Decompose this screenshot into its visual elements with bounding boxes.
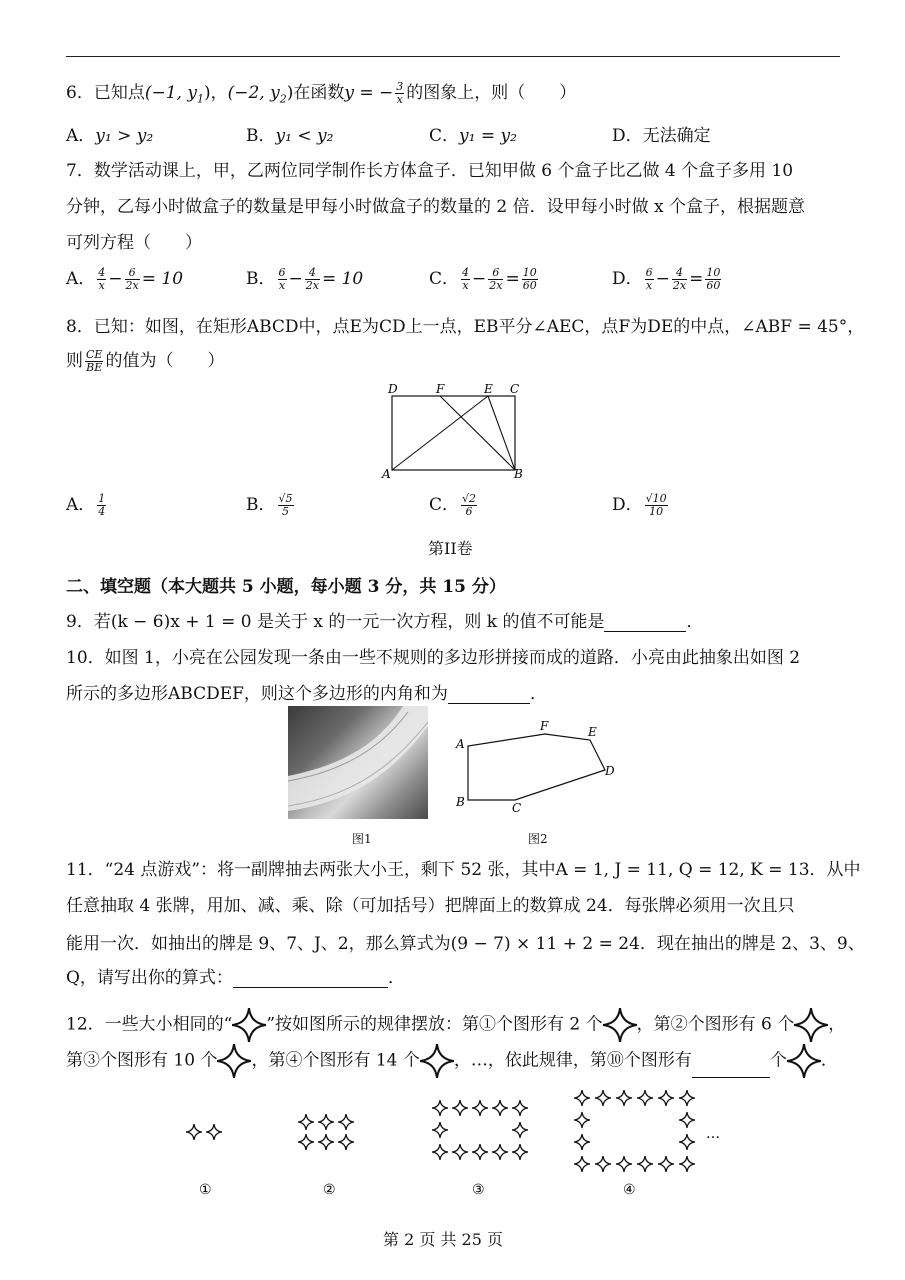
label-c: C bbox=[510, 382, 520, 396]
poly-label-c: C bbox=[512, 801, 522, 815]
q8-option-d: D． $\frac{√10}{10}$ bbox=[612, 492, 667, 518]
poly-label-f: F bbox=[540, 719, 549, 733]
label-e: E bbox=[484, 382, 493, 396]
pattern-label-4: ④ bbox=[623, 1182, 636, 1198]
four-point-star-icon bbox=[787, 1044, 821, 1078]
label-a: A bbox=[382, 467, 391, 481]
four-point-star-icon bbox=[603, 1008, 637, 1042]
q8-option-a: A． $\frac{1}{4}$ bbox=[66, 492, 106, 518]
star-pattern-figure bbox=[180, 1090, 730, 1205]
label-d: D bbox=[388, 382, 398, 396]
q7-option-d: D． $\frac{6}{x}$ − $\frac{4}{2x}$ = $\frac{10}{60}$ bbox=[612, 266, 721, 292]
q11-line4: Q，请写出你的算式： ． bbox=[66, 968, 405, 988]
q10-line2: 所示的多边形ABCDEF，则这个多边形的内角和为 ． bbox=[66, 684, 547, 704]
q11-line2: 任意抽取 4 张牌，用加、减、乘、除（可加括号）把牌面上的数算成 24．每张牌必须用一次且只 bbox=[66, 896, 795, 916]
four-point-star-icon bbox=[794, 1008, 828, 1042]
pattern-label-2: ② bbox=[323, 1182, 336, 1198]
page-footer: 第 2 页 共 25 页 bbox=[383, 1230, 503, 1249]
section2-title: 二、填空题（本大题共 5 小题，每小题 3 分，共 15 分） bbox=[66, 577, 506, 597]
pattern-3 bbox=[432, 1100, 528, 1160]
q6-stem: 6．已知点(−1, $y_1$)，(−2, $y_2$)在函数y = − $\frac{3}{x}$ 的图象上，则（ ） bbox=[66, 80, 577, 106]
q12-line1: 12．一些大小相同的“ ”按如图所示的规律摆放：第①个图形有 2 个 ，第②个图形有 6 个 ， bbox=[66, 1008, 845, 1042]
pattern-label-3: ③ bbox=[472, 1182, 485, 1198]
rect-abcd bbox=[392, 396, 515, 470]
q9: 9．若(k − 6)x + 1 = 0 是关于 x 的一元一次方程，则 k 的值不可能是 ． bbox=[66, 612, 704, 632]
q6-option-d: D．无法确定 bbox=[612, 126, 711, 146]
q6-option-c: C．y₁ = y₂ bbox=[429, 126, 517, 146]
four-point-star-icon bbox=[420, 1044, 454, 1078]
q7-line3: 可列方程（ ） bbox=[66, 233, 202, 253]
q11-line1: 11．“24 点游戏”：将一副牌抽去两张大小王，剩下 52 张，其中A = 1, J = 11, Q = 12, K = 13．从中 bbox=[66, 860, 861, 880]
part2-title: 第II卷 bbox=[428, 539, 473, 558]
polygon-abcdef bbox=[468, 734, 605, 800]
segment-be bbox=[488, 396, 515, 470]
q8-line2: 则 $\frac{CE}{BE}$ 的值为（ ） bbox=[66, 348, 225, 374]
q8-option-c: C． $\frac{√2}{6}$ bbox=[429, 492, 477, 518]
pattern-ellipsis: … bbox=[706, 1126, 720, 1142]
q8-line1: 8．已知：如图，在矩形ABCD中，点E为CD上一点，EB平分∠AEC，点F为DE的中点，∠ABF = 45°， bbox=[66, 317, 865, 337]
polygon-figure bbox=[450, 716, 625, 816]
pattern-2 bbox=[298, 1114, 354, 1150]
q7-line2: 分钟，乙每小时做盒子的数量是甲每小时做盒子的数量的 2 倍．设甲每小时做 x 个盒子，根据题意 bbox=[66, 197, 806, 217]
q7-option-a: A． $\frac{4}{x}$ − $\frac{6}{2x}$ = 10 bbox=[66, 266, 184, 292]
q7-option-c: C． $\frac{4}{x}$ − $\frac{6}{2x}$ = $\frac{10}{60}$ bbox=[429, 266, 537, 292]
label-b: B bbox=[514, 467, 523, 481]
poly-label-e: E bbox=[588, 725, 597, 739]
pattern-1 bbox=[186, 1124, 222, 1140]
q7-option-b: B． $\frac{6}{x}$ − $\frac{4}{2x}$ = 10 bbox=[246, 266, 364, 292]
pattern-label-1: ① bbox=[199, 1182, 212, 1198]
pattern-4 bbox=[574, 1090, 695, 1172]
poly-label-b: B bbox=[456, 795, 465, 809]
header-rule bbox=[66, 56, 840, 57]
q12-line2: 第③个图形有 10 个 ，第④个图形有 14 个 ，…，依此规律，第⑩个图形有 个 ． bbox=[66, 1044, 838, 1078]
q11-line3: 能用一次．如抽出的牌是 9、7、J、2，那么算式为(9 − 7) × 11 + 2 = 24．现在抽出的牌是 2、3、9、 bbox=[66, 934, 865, 954]
fig2-caption: 图2 bbox=[528, 832, 548, 846]
segment-bf bbox=[440, 396, 515, 470]
fig1-caption: 图1 bbox=[352, 832, 372, 846]
poly-label-a: A bbox=[456, 737, 465, 751]
poly-label-d: D bbox=[605, 764, 615, 778]
label-f: F bbox=[436, 382, 445, 396]
four-point-star-icon bbox=[232, 1008, 266, 1042]
four-point-star-icon bbox=[217, 1044, 251, 1078]
q6-option-a: A．y₁ > y₂ bbox=[66, 126, 154, 146]
q6-option-b: B．y₁ < y₂ bbox=[246, 126, 334, 146]
road-photo bbox=[288, 706, 428, 819]
segment-ae bbox=[392, 396, 488, 470]
q10-line1: 10．如图 1，小亮在公园发现一条由一些不规则的多边形拼接而成的道路．小亮由此抽象出如图 2 bbox=[66, 648, 801, 668]
rectangle-figure bbox=[380, 382, 530, 482]
q7-line1: 7．数学活动课上，甲，乙两位同学制作长方体盒子．已知甲做 6 个盒子比乙做 4 个盒子多用 10 bbox=[66, 161, 794, 181]
q8-option-b: B． $\frac{√5}{5}$ bbox=[246, 492, 293, 518]
